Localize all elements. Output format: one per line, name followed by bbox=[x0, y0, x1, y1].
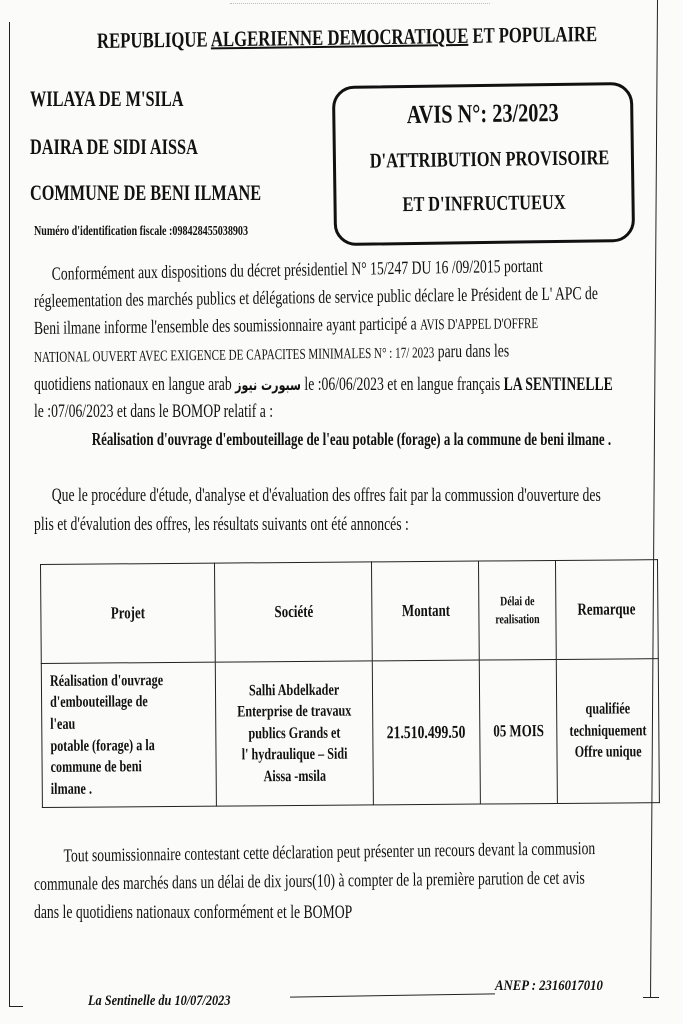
cell-societe-text bbox=[237, 679, 352, 788]
cell-line: l' hydraulique – Sidi bbox=[241, 745, 348, 764]
republic-underlined: ALGERIENNE DEMOCRATIQUE bbox=[210, 22, 469, 52]
procedure-line: Que le procédure d'étude, d'analyse et d'évaluation des offres fait par la commussion d'ouverture des bbox=[51, 486, 601, 506]
cell-line: commune de beni ilmane . bbox=[50, 758, 142, 798]
fiscal-id bbox=[34, 224, 248, 240]
page-border-corner bbox=[643, 997, 659, 998]
cell-line: Salhi Abdelkader bbox=[249, 681, 340, 699]
daira-label: DAIRA DE SIDI AISSA bbox=[30, 134, 198, 159]
intro-line: le :07/06/2023 et dans le BOMOP relatif a : bbox=[34, 402, 274, 422]
cell-line: qualifiée bbox=[585, 700, 630, 718]
header-montant bbox=[372, 561, 480, 661]
commune-label: COMMUNE DE BENI ILMANE bbox=[30, 180, 262, 205]
notice-number: AVIS N°: 23/2023 bbox=[406, 97, 559, 130]
header-remarque bbox=[555, 560, 658, 660]
header-label: Société bbox=[274, 601, 314, 621]
fiscal-id-number: 098428455038903 bbox=[172, 224, 249, 239]
header-label: Délai de realisation bbox=[495, 593, 540, 627]
header-projet bbox=[41, 563, 216, 663]
page-border-corner bbox=[9, 1006, 23, 1007]
fiscal-id-label: Numéro d'identification fiscale : bbox=[34, 224, 173, 239]
cell-remarque bbox=[556, 659, 659, 804]
arabic-newspaper-name: سبورت نيوز bbox=[235, 376, 301, 394]
cell-line: Réalisation d'ouvrage bbox=[49, 671, 164, 690]
table-header-row bbox=[41, 560, 659, 664]
scan-artifact bbox=[230, 3, 490, 6]
recourse-line: communale des marchés dans un délai de dix jours(10) à compter de la première parution de cet avis bbox=[33, 868, 585, 895]
cell-line: publics Grands et bbox=[248, 724, 341, 743]
notice-type-line2: ET D'INFRUCTUEUX bbox=[402, 189, 566, 217]
header-label: Projet bbox=[110, 602, 146, 622]
cell-line: Enterprise de travaux bbox=[237, 702, 352, 721]
cell-montant bbox=[373, 660, 481, 805]
cell-line: Aissa -msila bbox=[263, 767, 327, 786]
wilaya-label: WILAYA DE M'SILA bbox=[30, 86, 184, 111]
footer-divider bbox=[290, 993, 495, 997]
intro-line bbox=[34, 372, 613, 399]
cell-societe bbox=[216, 661, 374, 806]
intro-line bbox=[34, 337, 613, 372]
header-delai bbox=[479, 560, 556, 660]
results-table bbox=[40, 559, 660, 808]
cell-line: d'embouteillage de l'eau bbox=[50, 693, 148, 733]
republic-prefix: REPUBLIQUE bbox=[96, 26, 211, 53]
republic-suffix: ET POPULAIRE bbox=[468, 21, 598, 48]
intro-text: le :06/06/2023 et en langue français bbox=[300, 375, 504, 395]
republic-heading bbox=[97, 21, 597, 54]
publication-credit: La Sentinelle du 10/07/2023 bbox=[88, 993, 231, 1009]
recourse-line: dans le quotidiens nationaux conformément et le BOMOP bbox=[34, 903, 353, 923]
cell-line: techniquement bbox=[569, 721, 647, 740]
duration-value: 05 MOIS bbox=[492, 721, 544, 741]
notice-box bbox=[332, 82, 635, 246]
cell-remarque-text bbox=[569, 698, 647, 763]
recourse-paragraph bbox=[33, 839, 683, 927]
cell-delai bbox=[479, 659, 557, 804]
page-border-left bbox=[9, 22, 10, 1007]
tender-type: AVIS D'APPEL D'OFFRE bbox=[419, 316, 539, 334]
french-newspaper-name: LA SENTINELLE bbox=[503, 375, 613, 395]
cell-line: Offre unique bbox=[574, 743, 642, 762]
tender-number: NATIONAL OUVERT AVEC EXIGENCE DE CAPACITES MINIMALES N° : 17/ 2023 bbox=[33, 345, 435, 366]
procedure-line: plis et d'évalution des offres, les résultats suivants ont été annoncés : bbox=[34, 515, 409, 535]
cell-projet-text bbox=[50, 670, 177, 801]
header-label: Remarque bbox=[577, 598, 636, 619]
notice-type-line1: D'ATTRIBUTION PROVISOIRE bbox=[369, 145, 610, 173]
header-label: Montant bbox=[401, 600, 450, 620]
intro-text: quotidiens nationaux en langue arab bbox=[34, 375, 236, 395]
cell-projet bbox=[41, 662, 216, 807]
intro-paragraph bbox=[33, 256, 683, 453]
anep-reference: ANEP : 2316017010 bbox=[495, 978, 603, 994]
table-row bbox=[41, 659, 659, 808]
recourse-line: Tout soumissionnaire contestant cette déclaration peut présenter un recours devant la commusion bbox=[63, 839, 596, 867]
intro-text: paru dans les bbox=[434, 341, 510, 363]
cell-line: potable (forage) a la bbox=[50, 736, 155, 755]
intro-line: Conformément aux dispositions du décret présidentiel N° 15/247 DU 16 /09/2015 portant bbox=[51, 256, 543, 285]
intro-text: Beni ilmane informe l'ensemble des soumissionnaire ayant participé a bbox=[33, 314, 421, 339]
intro-line: régleementation des marchés publics et délégations de service public déclare le Président de L' APC de bbox=[33, 284, 598, 312]
header-societe bbox=[215, 562, 373, 662]
procedure-paragraph bbox=[34, 482, 683, 540]
amount-value: 21.510.499.50 bbox=[387, 722, 466, 743]
project-title: Réalisation d'ouvrage d'embouteillage de l'eau potable (forage) a la commune de beni ilmane . bbox=[91, 429, 612, 449]
